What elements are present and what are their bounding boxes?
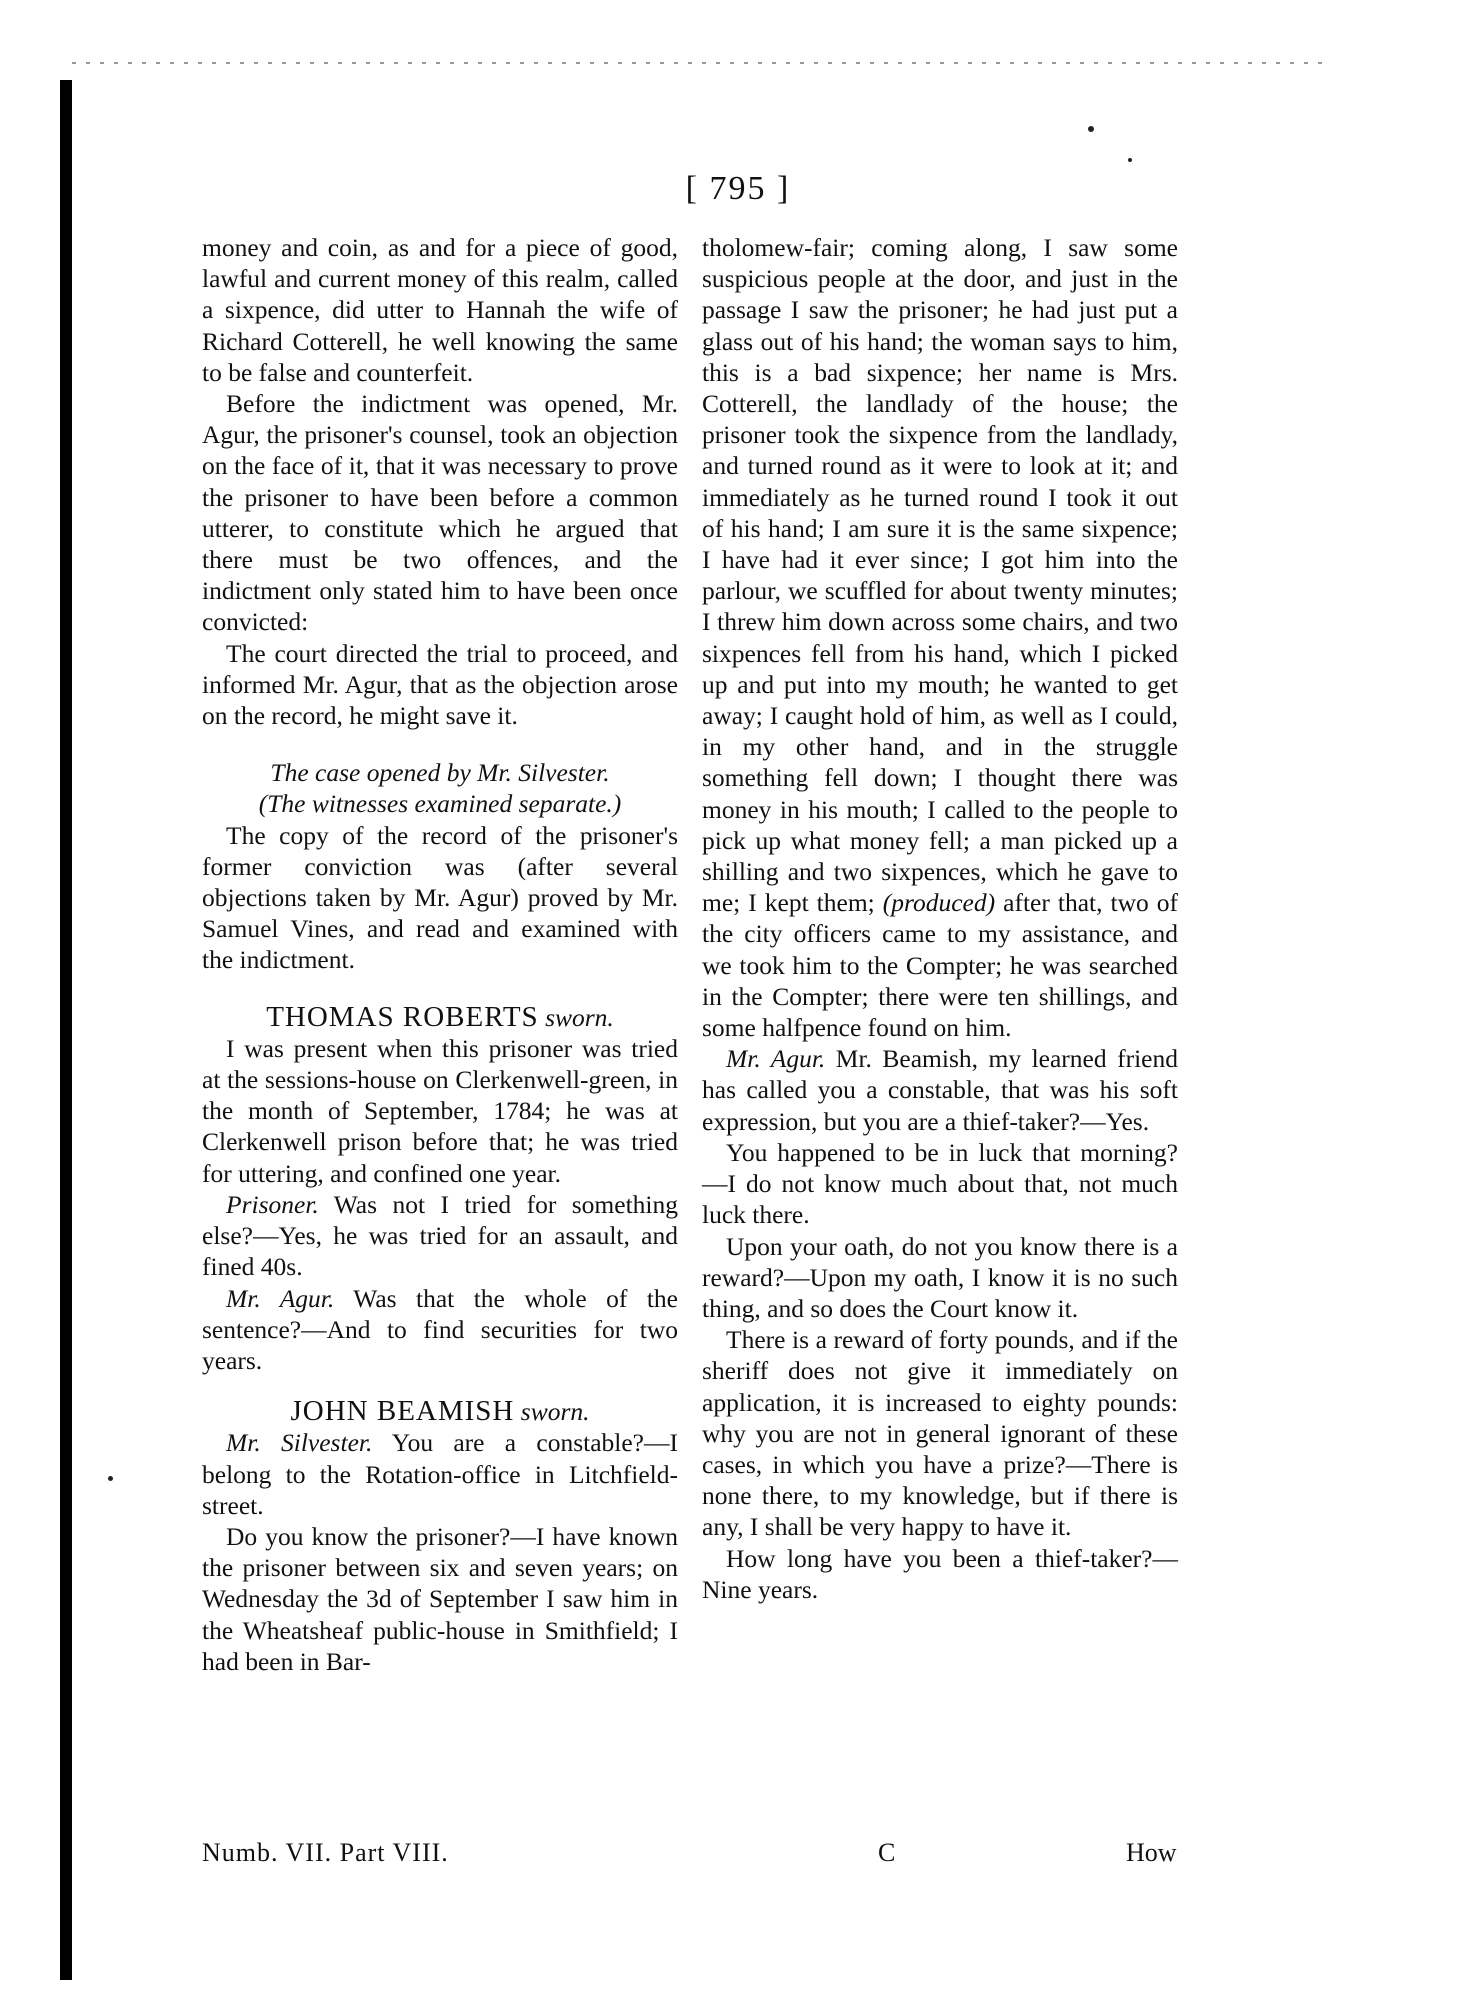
paragraph [702, 1043, 1178, 1137]
paragraph-text: You are a constable?—I belong to the Rotation-office in Litchfield-street. [202, 1428, 678, 1520]
ink-speck [1088, 126, 1094, 132]
paragraph: The copy of the record of the prisoner's former conviction was (after several objections taken by Mr. Agur) proved by Mr. Samuel Vines, and read and examined with the indictment. [202, 820, 678, 975]
paragraph-text: Mr. Beamish, my learned friend has called you a constable, that was his soft expression, but you are a thief-taker?—Yes. [702, 1044, 1178, 1136]
paragraph-text: tholomew-fair; coming along, I saw some suspicious people at the door, and just in the passage I saw the prisoner; he had just put a glass out of his hand; the woman says to him, this is a bad sixpence; her name is Mrs. Cotterell, the landlady of the house; the prisoner took the sixpence from the landlady, and turned round as it were to look at it; and immediately as he turned round I took it out of his hand; I am sure it is the same sixpence; I have had it ever since; I got him into the parlour, we scuffled for about twenty minutes; I threw him down across some chairs, and two sixpences fell from his hand, which I picked up and put into my mouth; he wanted to get away; I caught hold of him, as well as I could, in my other hand, and in the struggle something fell down; I thought there was money in his mouth; I called to the people to pick up what money fell; a man picked up a shilling and two sixpences, which he gave to me; I kept them; [702, 233, 1178, 918]
signature-mark: C [878, 1838, 896, 1867]
paragraph: You happened to be in luck that morning?—I do not know much about that, not much luck there. [702, 1137, 1178, 1230]
paragraph: I was present when this prisoner was tried at the sessions-house on Clerkenwell-green, in the month of September, 1784; he was at Clerkenwell prison before that; he was tried for uttering, and confined one year. [202, 1033, 678, 1188]
witness-heading [202, 1002, 678, 1033]
ink-speck [108, 1476, 113, 1481]
paragraph: money and coin, as and for a piece of good, lawful and current money of this realm, called a sixpence, did utter to Hannah the wife of Richard Cotterell, he well knowing the same to be false and counterfeit. [202, 233, 678, 387]
ink-speck [1128, 158, 1132, 162]
section-caption: (The witnesses examined separate.) [258, 789, 622, 819]
witness-name: JOHN BEAMISH [290, 1395, 515, 1428]
speaker-label: Mr. Silvester. [226, 1428, 373, 1458]
page-number: [ 795 ] [685, 170, 791, 207]
paragraph: There is a reward of forty pounds, and if the sheriff does not give it immediately on application, it is increased to eighty pounds: why you are not in general ignorant of these cases, in which you have a prize?—There is none there, to my knowledge, but if there is any, I shall be very happy to have it. [702, 1325, 1178, 1542]
right-column [702, 232, 1178, 1605]
page-top-edge [72, 62, 1332, 64]
paragraph [202, 1283, 678, 1377]
paragraph: How long have you been a thief-taker?—Nine years. [702, 1543, 1178, 1604]
sworn-label: sworn. [545, 1002, 614, 1032]
signature-line: Numb. VII. Part VIII. [202, 1838, 449, 1867]
speaker-label: Prisoner. [226, 1189, 319, 1219]
paragraph [202, 1427, 678, 1521]
paragraph: The court directed the trial to proceed, and informed Mr. Agur, that as the objection arose on the record, he might save it. [202, 638, 678, 731]
paragraph: Upon your oath, do not you know there is a reward?—Upon my oath, I know it is no such thing, and so does the Court know it. [702, 1231, 1178, 1323]
section-caption: The case opened by Mr. Silvester. [270, 758, 610, 788]
speaker-label: Mr. Agur. [226, 1283, 335, 1313]
paragraph: Before the indictment was opened, Mr. Agur, the prisoner's counsel, took an objection on the face of it, that it was necessary to prove the prisoner to have been before a common utterer, to constitute which he argued that there must be two offences, and the indictment only stated him to have been once convicted: [202, 389, 678, 637]
produced-note: (produced) [882, 888, 996, 918]
witness-heading [202, 1396, 678, 1427]
paragraph: Do you know the prisoner?—I have known the prisoner between six and seven years; on Wednesday the 3d of September I saw him in the Wheatsheaf public-house in Smithfield; I had been in Bar- [202, 1521, 678, 1676]
left-column [202, 232, 678, 1677]
paragraph [202, 1189, 678, 1283]
page-binding-edge [60, 80, 72, 1980]
speaker-label: Mr. Agur. [726, 1044, 826, 1074]
sworn-label: sworn. [520, 1397, 590, 1427]
paragraph [702, 232, 1178, 1043]
paragraph-text: Was that the whole of the sentence?—And to find securities for two years. [202, 1283, 678, 1375]
witness-name: THOMAS ROBERTS [266, 1000, 539, 1033]
paragraph-text: Was not I tried for something else?—Yes, he was tried for an assault, and fined 40s. [202, 1189, 678, 1282]
paragraph-text: after that, two of the city officers came to my assistance, and we took him to the Compter; he was searched in the Compter; there were ten shillings, and some halfpence found on him. [702, 888, 1178, 1043]
catchword: How [1126, 1838, 1177, 1867]
